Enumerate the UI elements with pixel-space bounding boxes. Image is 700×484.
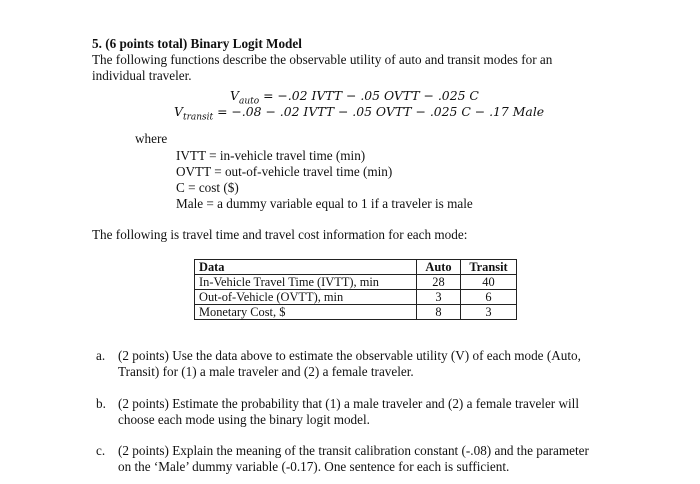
question-a-text: (2 points) Use the data above to estimate the observable utility (V) of each mode (Auto, bbox=[118, 348, 581, 363]
question-c-text-cont: on the ‘Male’ dummy variable (-0.17). One sentence for each is sufficient. bbox=[118, 459, 510, 474]
equation-subscript: auto bbox=[238, 96, 260, 107]
table-row bbox=[195, 305, 517, 320]
question-b-text: (2 points) Estimate the probability that (1) a male traveler and (2) a female traveler will bbox=[118, 396, 580, 411]
transit-value: 40 bbox=[461, 275, 517, 290]
auto-value: 28 bbox=[417, 275, 461, 290]
question-c-label: c. bbox=[96, 443, 106, 458]
problem-header: 5. (6 points total) Binary Logit Model bbox=[92, 36, 302, 51]
auto-value: 3 bbox=[417, 290, 461, 305]
intro-text-cont: individual traveler. bbox=[92, 68, 192, 83]
row-label: Out-of-Vehicle (OVTT), min bbox=[195, 290, 417, 305]
equation-transit bbox=[174, 104, 544, 122]
header-auto: Auto bbox=[417, 260, 461, 275]
where-label: where bbox=[135, 131, 168, 146]
intro-text: The following functions describe the observable utility of auto and transit modes for an bbox=[92, 52, 553, 67]
equation-symbol: V bbox=[230, 88, 239, 103]
transit-value: 6 bbox=[461, 290, 517, 305]
row-label: In-Vehicle Travel Time (IVTT), min bbox=[195, 275, 417, 290]
table-header-row bbox=[195, 260, 517, 275]
definition-ovtt: OVTT = out-of-vehicle travel time (min) bbox=[176, 164, 393, 179]
table-row bbox=[195, 290, 517, 305]
question-b-text-cont: choose each mode using the binary logit model. bbox=[118, 412, 370, 427]
header-transit: Transit bbox=[461, 260, 517, 275]
question-c-text: (2 points) Explain the meaning of the transit calibration constant (-.08) and the parameter bbox=[118, 443, 589, 458]
definition-ivtt: IVTT = in-vehicle travel time (min) bbox=[176, 148, 366, 163]
equation-subscript: transit bbox=[182, 112, 214, 123]
equation-rhs: = −.02 IVTT − .05 OVTT − .025 C bbox=[263, 88, 479, 103]
row-label: Monetary Cost, $ bbox=[195, 305, 417, 320]
question-a-label: a. bbox=[96, 348, 106, 363]
table-row bbox=[195, 275, 517, 290]
auto-value: 8 bbox=[417, 305, 461, 320]
table-intro: The following is travel time and travel cost information for each mode: bbox=[92, 227, 468, 242]
header-data: Data bbox=[195, 260, 417, 275]
question-b-label: b. bbox=[96, 396, 106, 411]
question-a-text-cont: Transit) for (1) a male traveler and (2) a female traveler. bbox=[118, 364, 414, 379]
data-table bbox=[194, 259, 517, 320]
definition-cost: C = cost ($) bbox=[176, 180, 239, 195]
equation-rhs: = −.08 − .02 IVTT − .05 OVTT − .025 C − .17 Male bbox=[217, 104, 545, 119]
definition-male: Male = a dummy variable equal to 1 if a traveler is male bbox=[176, 196, 473, 211]
transit-value: 3 bbox=[461, 305, 517, 320]
equation-symbol: V bbox=[174, 104, 183, 119]
